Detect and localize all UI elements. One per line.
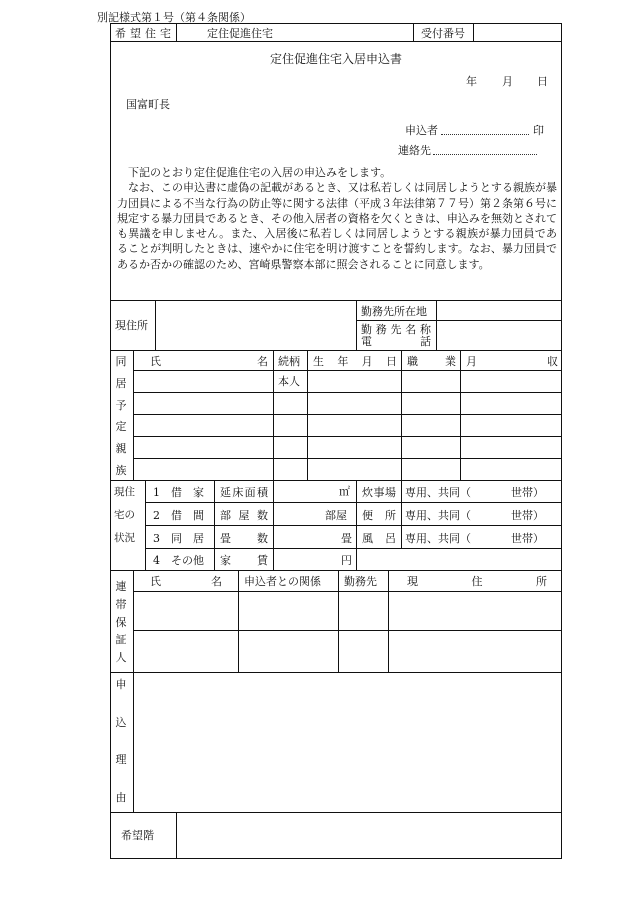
facility-suffix: 世帯）	[511, 509, 544, 522]
divider	[133, 370, 561, 371]
label-char: 積	[256, 486, 268, 499]
metric-label	[220, 509, 268, 522]
divider	[436, 300, 437, 350]
workplace-address-label: 勤務先所在地	[361, 305, 427, 318]
divider	[111, 41, 561, 42]
label-char: 込	[115, 715, 127, 729]
divider	[388, 570, 389, 672]
family-side-label	[115, 355, 127, 477]
divider	[133, 672, 134, 812]
label-char: 畳	[220, 532, 231, 545]
metric-label	[220, 532, 268, 545]
applicant-label: 申込者	[405, 124, 438, 137]
workplace-name-phone-field[interactable]	[441, 324, 556, 346]
label-char: 炊	[362, 486, 373, 499]
seal-mark: 印	[533, 124, 544, 137]
divider	[111, 480, 561, 481]
metric-unit: ㎡	[339, 485, 350, 498]
divider	[238, 570, 239, 672]
metric-label	[220, 554, 268, 567]
metric-unit: 畳	[341, 532, 352, 545]
facility-suffix: 世帯）	[511, 532, 544, 545]
housing-type-label: 同 居	[171, 532, 204, 545]
divider	[356, 300, 357, 350]
metric-unit: 円	[341, 554, 352, 567]
divider	[473, 24, 474, 41]
label-char: 称	[420, 323, 431, 336]
desired-floor-field[interactable]	[183, 820, 553, 852]
divider	[413, 24, 414, 41]
label-char: 話	[420, 335, 431, 348]
col-relation: 続柄	[278, 355, 300, 368]
label-char: 申	[115, 678, 127, 691]
label-char: 連	[115, 580, 127, 593]
desired-housing-value[interactable]: 定住促進住宅	[207, 27, 273, 40]
label-char: 屋	[238, 509, 250, 522]
divider	[145, 548, 561, 549]
label-char: 親	[115, 442, 127, 456]
label-char: 風	[362, 532, 373, 545]
label-char: 務	[375, 323, 387, 336]
label-char: 呂	[385, 532, 396, 545]
divider	[145, 525, 561, 526]
housing-type-num[interactable]: 1	[153, 486, 160, 499]
guarantor-col-relation: 申込者との関係	[244, 575, 321, 588]
col-occupation-2: 業	[445, 355, 456, 368]
label-char: 理	[115, 753, 127, 767]
label-char: 住	[145, 27, 156, 40]
desired-floor-label: 希望階	[121, 829, 154, 842]
divider	[133, 414, 561, 415]
current-address-field[interactable]	[161, 306, 351, 344]
metric-label	[220, 486, 268, 499]
date-year-label: 年	[466, 75, 477, 88]
desired-housing-label	[115, 27, 171, 40]
label-char: 場	[385, 486, 396, 499]
housing-type-num[interactable]: 3	[153, 532, 160, 545]
label-char: 家	[220, 554, 231, 567]
facility-label	[362, 509, 396, 522]
receipt-number-field[interactable]	[481, 27, 557, 39]
label-char: 人	[115, 651, 127, 664]
applicant-name-field[interactable]	[441, 124, 529, 135]
label-char: 定	[115, 420, 127, 434]
form-title: 定住促進住宅入居申込書	[269, 52, 402, 66]
col-income-1: 月	[466, 355, 477, 368]
declaration-text: 下記のとおり定住促進住宅の入居の申込みをします。 なお、この申込書に虚偽の記載があるとき、又は私若しくは同居しようとする親族が暴力団員による不当な行為の防止等に関する法律（平成３年法律第７７号）第２条第６号に規定する暴力団員であるとき、その他入居者の資格を欠くときは、申込みを無効とされても異議を申しません。また、入居後に私若しくは同居しようとする親族が暴力団員であることが判明したときは、速やかに住宅を明け渡すことを誓約します。なお、暴力団員であるか否かの確認のため、宮崎県警察本部に照会されることに同意します。	[117, 166, 557, 271]
guarantor-col-name-2: 名	[211, 575, 222, 588]
label-char: 勤	[361, 323, 372, 336]
application-form	[110, 23, 562, 859]
divider	[111, 812, 561, 813]
col-income-2: 収	[547, 355, 558, 368]
housing-type-label: その他	[171, 554, 204, 567]
label-char: 希	[115, 27, 126, 40]
metric-unit: 部屋	[325, 509, 347, 522]
housing-side-label: 宅の	[114, 509, 135, 521]
housing-type-num[interactable]: 2	[153, 509, 160, 522]
facility-options[interactable]: 専用、共同（	[405, 486, 471, 499]
workplace-address-field[interactable]	[441, 304, 556, 318]
col-occupation-1: 職	[407, 355, 418, 368]
label-char: 名	[405, 323, 417, 336]
label-char: 面	[244, 486, 256, 499]
col-name-2: 名	[257, 355, 268, 368]
current-address-label: 現住所	[115, 319, 148, 332]
col-name-1: 氏	[150, 355, 161, 368]
divider	[111, 570, 561, 571]
label-char: 証	[115, 633, 127, 647]
reason-field[interactable]	[139, 678, 553, 806]
facility-label	[362, 532, 396, 545]
date-month-label: 月	[502, 75, 513, 88]
family-row-name-field[interactable]	[137, 373, 269, 389]
divider	[145, 502, 561, 503]
label-char: 部	[220, 509, 231, 522]
housing-side-label: 現住	[114, 486, 135, 498]
label-char: 床	[232, 486, 244, 499]
family-row-name-field[interactable]	[137, 461, 269, 477]
date-day-label: 日	[537, 75, 548, 88]
label-char: 望	[130, 27, 141, 40]
divider	[111, 672, 561, 673]
label-char: 先	[390, 323, 402, 336]
label-char: 電	[361, 335, 372, 348]
label-char: 事	[373, 486, 385, 499]
guarantor-col-address: 現 住 所	[407, 575, 547, 588]
housing-type-label: 借 家	[171, 486, 204, 499]
label-char: 帯	[115, 597, 127, 611]
divider	[111, 350, 561, 351]
family-row-name-field[interactable]	[137, 417, 269, 433]
label-char: 族	[115, 463, 127, 477]
guarantor-name-field[interactable]	[137, 595, 235, 627]
divider	[338, 570, 339, 672]
reason-side-label	[115, 678, 127, 804]
form-number: 別記様式第１号（第４条関係）	[97, 11, 251, 24]
facility-options[interactable]: 専用、共同（	[405, 532, 471, 545]
label-char: 数	[257, 532, 268, 545]
contact-field[interactable]	[433, 144, 537, 155]
housing-side-label: 状況	[114, 532, 135, 544]
label-char: 宅	[160, 27, 171, 40]
divider	[155, 300, 156, 350]
guarantor-col-workplace: 勤務先	[344, 575, 377, 588]
col-birthdate: 生 年 月 日	[313, 355, 397, 368]
divider	[133, 591, 561, 592]
self-relation: 本人	[278, 375, 300, 388]
divider	[133, 570, 134, 672]
contact-label: 連絡先	[398, 144, 431, 157]
divider	[133, 458, 561, 459]
divider	[356, 320, 561, 321]
housing-type-label: 借 間	[171, 509, 204, 522]
facility-options[interactable]: 専用、共同（	[405, 509, 471, 522]
label-char: 賃	[257, 554, 268, 567]
family-row-name-field[interactable]	[137, 395, 269, 411]
label-char: 所	[385, 509, 396, 522]
divider	[401, 480, 402, 548]
divider	[176, 812, 177, 858]
label-char: 保	[115, 615, 127, 629]
divider	[133, 436, 561, 437]
label-char: 数	[257, 509, 268, 522]
label-char: 由	[115, 790, 127, 804]
housing-type-num[interactable]: 4	[153, 554, 160, 567]
family-row-name-field[interactable]	[137, 439, 269, 455]
guarantor-name-field[interactable]	[137, 634, 235, 668]
label-char: 延	[220, 486, 231, 499]
facility-suffix: 世帯）	[511, 486, 544, 499]
label-char: 居	[115, 376, 127, 390]
label-char: 予	[115, 398, 127, 412]
phone-label	[361, 335, 431, 348]
receipt-number-label: 受付番号	[421, 27, 465, 40]
label-char: 便	[362, 509, 373, 522]
guarantor-side-label	[115, 580, 127, 664]
facility-label	[362, 486, 396, 499]
divider	[133, 392, 561, 393]
divider	[176, 24, 177, 41]
addressee: 国富町長	[126, 98, 170, 111]
divider	[111, 300, 561, 301]
label-char: 同	[115, 355, 127, 368]
guarantor-col-name-1: 氏	[150, 575, 161, 588]
divider	[133, 630, 561, 631]
